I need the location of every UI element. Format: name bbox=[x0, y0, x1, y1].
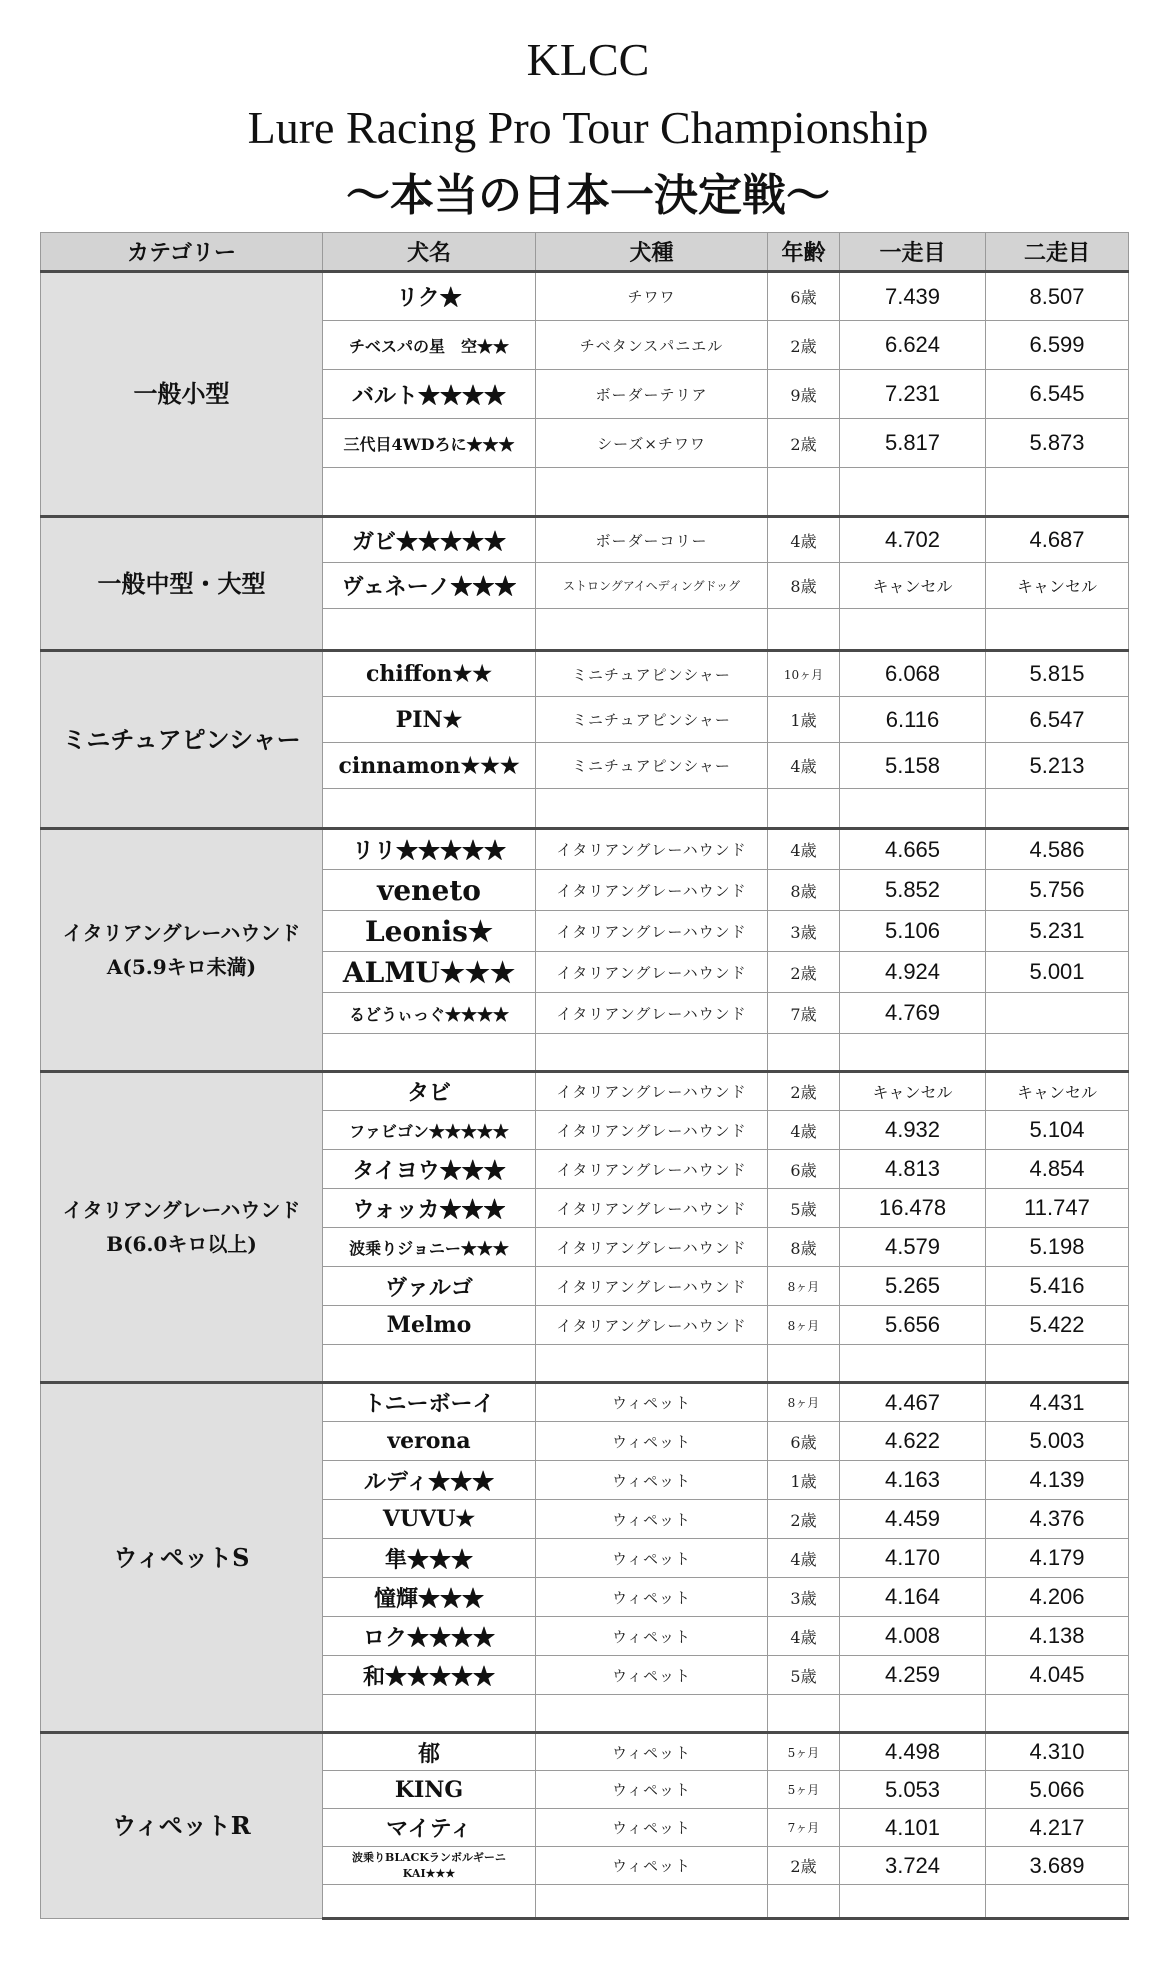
col-header-breed: 犬種 bbox=[536, 233, 768, 272]
run2-time-cell: 4.045 bbox=[986, 1656, 1129, 1695]
table-row bbox=[41, 1733, 1129, 1771]
run2-time-cell: 4.431 bbox=[986, 1383, 1129, 1422]
age-cell: 2歳 bbox=[768, 419, 840, 468]
age-cell bbox=[768, 1345, 840, 1383]
age-cell: 7歳 bbox=[768, 993, 840, 1034]
run2-time-cell: 4.206 bbox=[986, 1578, 1129, 1617]
breed-cell: ウィペット bbox=[536, 1422, 768, 1461]
age-cell: 2歳 bbox=[768, 1847, 840, 1885]
run1-time-cell: 3.724 bbox=[840, 1847, 986, 1885]
dog-name-cell bbox=[323, 609, 536, 651]
run1-time-cell: キャンセル bbox=[840, 1072, 986, 1111]
run2-time-cell: 5.815 bbox=[986, 651, 1129, 697]
run1-time-cell: 6.116 bbox=[840, 697, 986, 743]
breed-cell: ウィペット bbox=[536, 1617, 768, 1656]
breed-cell bbox=[536, 609, 768, 651]
breed-cell: ウィペット bbox=[536, 1578, 768, 1617]
age-cell: 1歳 bbox=[768, 697, 840, 743]
run1-time-cell: 7.231 bbox=[840, 370, 986, 419]
run2-time-cell: 4.139 bbox=[986, 1461, 1129, 1500]
breed-cell: ボーダーコリー bbox=[536, 517, 768, 563]
category-label: ミニチュアピンシャー bbox=[62, 724, 301, 754]
run2-time-cell: 4.217 bbox=[986, 1809, 1129, 1847]
run1-time-cell bbox=[840, 468, 986, 517]
category-cell bbox=[41, 1383, 323, 1733]
run2-time-cell: 11.747 bbox=[986, 1189, 1129, 1228]
run1-time-cell bbox=[840, 1885, 986, 1919]
dog-name-cell: 三代目4WDろに★★★ bbox=[323, 419, 536, 468]
run2-time-cell bbox=[986, 1034, 1129, 1072]
run2-time-cell: 4.310 bbox=[986, 1733, 1129, 1771]
run1-time-cell: 4.932 bbox=[840, 1111, 986, 1150]
dog-name-cell: リリ★★★★★ bbox=[323, 829, 536, 870]
run1-time-cell: 4.924 bbox=[840, 952, 986, 993]
run1-time-cell: 4.467 bbox=[840, 1383, 986, 1422]
table-row bbox=[41, 829, 1129, 870]
run2-time-cell: 5.213 bbox=[986, 743, 1129, 789]
run1-time-cell bbox=[840, 609, 986, 651]
age-cell: 4歳 bbox=[768, 1539, 840, 1578]
col-header-run1: 一走目 bbox=[840, 233, 986, 272]
table-row bbox=[41, 272, 1129, 321]
run1-time-cell: 4.769 bbox=[840, 993, 986, 1034]
run1-time-cell: 4.579 bbox=[840, 1228, 986, 1267]
run1-time-cell: 16.478 bbox=[840, 1189, 986, 1228]
title-klcc: KLCC bbox=[526, 34, 650, 85]
dog-name-cell bbox=[323, 1345, 536, 1383]
run1-time-cell bbox=[840, 1345, 986, 1383]
run1-time-cell: 4.702 bbox=[840, 517, 986, 563]
age-cell: 3歳 bbox=[768, 911, 840, 952]
run2-time-cell: 5.416 bbox=[986, 1267, 1129, 1306]
dog-name-cell: ファビゴン★★★★★ bbox=[323, 1111, 536, 1150]
run2-time-cell: 4.586 bbox=[986, 829, 1129, 870]
category-cell bbox=[41, 651, 323, 829]
run2-time-cell: 4.179 bbox=[986, 1539, 1129, 1578]
run2-time-cell: 6.545 bbox=[986, 370, 1129, 419]
dog-name-cell: るどうぃっぐ★★★★ bbox=[323, 993, 536, 1034]
dog-name-cell: タイヨウ★★★ bbox=[323, 1150, 536, 1189]
run2-time-cell bbox=[986, 468, 1129, 517]
run1-time-cell: 7.439 bbox=[840, 272, 986, 321]
breed-cell: チワワ bbox=[536, 272, 768, 321]
age-cell bbox=[768, 609, 840, 651]
category-label: 一般中型・大型 bbox=[97, 568, 266, 598]
dog-name-cell: トニーボーイ bbox=[323, 1383, 536, 1422]
run2-time-cell: 4.376 bbox=[986, 1500, 1129, 1539]
dog-name-cell: cinnamon★★★ bbox=[323, 743, 536, 789]
breed-cell: チベタンスパニエル bbox=[536, 321, 768, 370]
dog-name-cell bbox=[323, 1034, 536, 1072]
breed-cell: イタリアングレーハウンド bbox=[536, 993, 768, 1034]
dog-name-cell: Leonis★ bbox=[323, 911, 536, 952]
table-row bbox=[41, 1072, 1129, 1111]
category-cell bbox=[41, 517, 323, 651]
dog-name-cell: 和★★★★★ bbox=[323, 1656, 536, 1695]
age-cell: 4歳 bbox=[768, 829, 840, 870]
breed-cell bbox=[536, 1885, 768, 1919]
run2-time-cell: 5.756 bbox=[986, 870, 1129, 911]
run1-time-cell: キャンセル bbox=[840, 563, 986, 609]
age-cell: 10ヶ月 bbox=[768, 651, 840, 697]
age-cell bbox=[768, 468, 840, 517]
age-cell: 6歳 bbox=[768, 272, 840, 321]
dog-name-cell: Melmo bbox=[323, 1306, 536, 1345]
run1-time-cell: 5.053 bbox=[840, 1771, 986, 1809]
run2-time-cell: 5.104 bbox=[986, 1111, 1129, 1150]
breed-cell bbox=[536, 1695, 768, 1733]
age-cell: 8ヶ月 bbox=[768, 1383, 840, 1422]
category-cell bbox=[41, 1072, 323, 1383]
age-cell: 5ヶ月 bbox=[768, 1771, 840, 1809]
run1-time-cell: 6.624 bbox=[840, 321, 986, 370]
age-cell bbox=[768, 1034, 840, 1072]
category-cell bbox=[41, 1733, 323, 1919]
breed-cell: ウィペット bbox=[536, 1500, 768, 1539]
breed-cell bbox=[536, 789, 768, 829]
dog-name-cell: KING bbox=[323, 1771, 536, 1809]
run2-time-cell: 3.689 bbox=[986, 1847, 1129, 1885]
dog-name-cell: 波乗りBLACKランボルギーニ KAI★★★ bbox=[323, 1847, 536, 1885]
breed-cell: ウィペット bbox=[536, 1539, 768, 1578]
age-cell: 1歳 bbox=[768, 1461, 840, 1500]
breed-cell: イタリアングレーハウンド bbox=[536, 1228, 768, 1267]
run2-time-cell bbox=[986, 993, 1129, 1034]
breed-cell: ストロングアイヘディングドッグ bbox=[536, 563, 768, 609]
breed-cell: イタリアングレーハウンド bbox=[536, 1111, 768, 1150]
run2-time-cell: 6.599 bbox=[986, 321, 1129, 370]
run1-time-cell: 5.656 bbox=[840, 1306, 986, 1345]
col-header-run2: 二走目 bbox=[986, 233, 1129, 272]
age-cell: 5歳 bbox=[768, 1189, 840, 1228]
breed-cell: イタリアングレーハウンド bbox=[536, 1189, 768, 1228]
age-cell: 2歳 bbox=[768, 321, 840, 370]
category-label: イタリアングレーハウンド B(6.0キロ以上) bbox=[62, 1198, 301, 1256]
breed-cell: ミニチュアピンシャー bbox=[536, 651, 768, 697]
table-row bbox=[41, 1383, 1129, 1422]
dog-name-cell: ロク★★★★ bbox=[323, 1617, 536, 1656]
age-cell: 4歳 bbox=[768, 743, 840, 789]
dog-name-cell: タビ bbox=[323, 1072, 536, 1111]
breed-cell: イタリアングレーハウンド bbox=[536, 1150, 768, 1189]
dog-name-cell: veneto bbox=[323, 870, 536, 911]
category-cell bbox=[41, 829, 323, 1072]
run1-time-cell: 4.164 bbox=[840, 1578, 986, 1617]
run2-time-cell: 4.138 bbox=[986, 1617, 1129, 1656]
breed-cell: イタリアングレーハウンド bbox=[536, 870, 768, 911]
breed-cell: ミニチュアピンシャー bbox=[536, 697, 768, 743]
category-label: イタリアングレーハウンド A(5.9キロ未満) bbox=[62, 921, 301, 979]
run1-time-cell: 5.106 bbox=[840, 911, 986, 952]
dog-name-cell: ヴァルゴ bbox=[323, 1267, 536, 1306]
run1-time-cell: 4.008 bbox=[840, 1617, 986, 1656]
dog-name-cell: 郁 bbox=[323, 1733, 536, 1771]
run1-time-cell: 4.259 bbox=[840, 1656, 986, 1695]
dog-name-cell: VUVU★ bbox=[323, 1500, 536, 1539]
run2-time-cell: 4.854 bbox=[986, 1150, 1129, 1189]
run2-time-cell bbox=[986, 1885, 1129, 1919]
age-cell: 2歳 bbox=[768, 952, 840, 993]
run2-time-cell bbox=[986, 789, 1129, 829]
age-cell: 8歳 bbox=[768, 1228, 840, 1267]
col-header-age: 年齢 bbox=[768, 233, 840, 272]
dog-name-cell: PIN★ bbox=[323, 697, 536, 743]
table-row bbox=[41, 517, 1129, 563]
category-label: ウィペットR bbox=[112, 1811, 251, 1840]
breed-cell bbox=[536, 1034, 768, 1072]
dog-name-cell: チベスパの星 空★★ bbox=[323, 321, 536, 370]
col-header-dog-name: 犬名 bbox=[323, 233, 536, 272]
breed-cell: イタリアングレーハウンド bbox=[536, 1267, 768, 1306]
run2-time-cell: 5.873 bbox=[986, 419, 1129, 468]
breed-cell: ウィペット bbox=[536, 1383, 768, 1422]
run2-time-cell: 5.422 bbox=[986, 1306, 1129, 1345]
age-cell: 5ヶ月 bbox=[768, 1733, 840, 1771]
run2-time-cell: キャンセル bbox=[986, 563, 1129, 609]
age-cell: 9歳 bbox=[768, 370, 840, 419]
run2-time-cell bbox=[986, 1345, 1129, 1383]
title-championship: Lure Racing Pro Tour Championship bbox=[247, 102, 929, 153]
age-cell bbox=[768, 1885, 840, 1919]
breed-cell: イタリアングレーハウンド bbox=[536, 1306, 768, 1345]
col-header-category: カテゴリー bbox=[41, 233, 323, 272]
breed-cell: イタリアングレーハウンド bbox=[536, 911, 768, 952]
dog-name-cell: chiffon★★ bbox=[323, 651, 536, 697]
run2-time-cell: 8.507 bbox=[986, 272, 1129, 321]
table-row bbox=[41, 651, 1129, 697]
run2-time-cell bbox=[986, 609, 1129, 651]
run2-time-cell: キャンセル bbox=[986, 1072, 1129, 1111]
run1-time-cell: 5.265 bbox=[840, 1267, 986, 1306]
dog-name-cell: バルト★★★★ bbox=[323, 370, 536, 419]
run2-time-cell: 5.198 bbox=[986, 1228, 1129, 1267]
run1-time-cell: 4.622 bbox=[840, 1422, 986, 1461]
results-table bbox=[40, 232, 1129, 1920]
run1-time-cell: 5.817 bbox=[840, 419, 986, 468]
dog-name-cell: リク★ bbox=[323, 272, 536, 321]
run1-time-cell: 6.068 bbox=[840, 651, 986, 697]
age-cell: 7ヶ月 bbox=[768, 1809, 840, 1847]
breed-cell: イタリアングレーハウンド bbox=[536, 829, 768, 870]
age-cell: 2歳 bbox=[768, 1500, 840, 1539]
run2-time-cell: 5.066 bbox=[986, 1771, 1129, 1809]
dog-name-cell: マイティ bbox=[323, 1809, 536, 1847]
dog-name-cell bbox=[323, 789, 536, 829]
category-label: 一般小型 bbox=[133, 379, 230, 408]
age-cell: 4歳 bbox=[768, 517, 840, 563]
breed-cell: イタリアングレーハウンド bbox=[536, 952, 768, 993]
dog-name-cell bbox=[323, 1695, 536, 1733]
run2-time-cell: 5.001 bbox=[986, 952, 1129, 993]
run1-time-cell: 4.163 bbox=[840, 1461, 986, 1500]
age-cell: 8ヶ月 bbox=[768, 1306, 840, 1345]
table-header-row bbox=[41, 233, 1129, 272]
age-cell: 8歳 bbox=[768, 563, 840, 609]
dog-name-cell: 隼★★★ bbox=[323, 1539, 536, 1578]
run1-time-cell: 4.170 bbox=[840, 1539, 986, 1578]
age-cell: 4歳 bbox=[768, 1617, 840, 1656]
age-cell: 3歳 bbox=[768, 1578, 840, 1617]
age-cell: 4歳 bbox=[768, 1111, 840, 1150]
age-cell: 2歳 bbox=[768, 1072, 840, 1111]
breed-cell: ウィペット bbox=[536, 1847, 768, 1885]
breed-cell: シーズ×チワワ bbox=[536, 419, 768, 468]
run1-time-cell: 4.459 bbox=[840, 1500, 986, 1539]
breed-cell: ウィペット bbox=[536, 1771, 768, 1809]
breed-cell bbox=[536, 1345, 768, 1383]
dog-name-cell: ALMU★★★ bbox=[323, 952, 536, 993]
dog-name-cell bbox=[323, 1885, 536, 1919]
title-subtitle: 〜本当の日本一決定戦〜 bbox=[346, 170, 830, 221]
age-cell: 6歳 bbox=[768, 1150, 840, 1189]
run1-time-cell: 4.813 bbox=[840, 1150, 986, 1189]
run1-time-cell: 4.665 bbox=[840, 829, 986, 870]
table-body bbox=[41, 272, 1129, 1919]
dog-name-cell: ヴェネーノ★★★ bbox=[323, 563, 536, 609]
age-cell: 5歳 bbox=[768, 1656, 840, 1695]
dog-name-cell: ウォッカ★★★ bbox=[323, 1189, 536, 1228]
breed-cell: ウィペット bbox=[536, 1733, 768, 1771]
breed-cell: ミニチュアピンシャー bbox=[536, 743, 768, 789]
age-cell bbox=[768, 1695, 840, 1733]
age-cell: 6歳 bbox=[768, 1422, 840, 1461]
run2-time-cell bbox=[986, 1695, 1129, 1733]
dog-name-cell bbox=[323, 468, 536, 517]
category-label: ウィペットS bbox=[113, 1542, 250, 1572]
breed-cell: ウィペット bbox=[536, 1656, 768, 1695]
run1-time-cell: 4.101 bbox=[840, 1809, 986, 1847]
dog-name-cell: 波乗りジョニー★★★ bbox=[323, 1228, 536, 1267]
run1-time-cell bbox=[840, 1034, 986, 1072]
breed-cell bbox=[536, 468, 768, 517]
run1-time-cell bbox=[840, 789, 986, 829]
dog-name-cell: verona bbox=[323, 1422, 536, 1461]
dog-name-cell: ルディ★★★ bbox=[323, 1461, 536, 1500]
category-cell bbox=[41, 272, 323, 517]
run1-time-cell bbox=[840, 1695, 986, 1733]
run2-time-cell: 4.687 bbox=[986, 517, 1129, 563]
breed-cell: ウィペット bbox=[536, 1809, 768, 1847]
breed-cell: ボーダーテリア bbox=[536, 370, 768, 419]
age-cell bbox=[768, 789, 840, 829]
dog-name-cell: ガビ★★★★★ bbox=[323, 517, 536, 563]
age-cell: 8ヶ月 bbox=[768, 1267, 840, 1306]
age-cell: 8歳 bbox=[768, 870, 840, 911]
dog-name-cell: 憧輝★★★ bbox=[323, 1578, 536, 1617]
run2-time-cell: 6.547 bbox=[986, 697, 1129, 743]
run1-time-cell: 5.158 bbox=[840, 743, 986, 789]
run2-time-cell: 5.231 bbox=[986, 911, 1129, 952]
breed-cell: イタリアングレーハウンド bbox=[536, 1072, 768, 1111]
run2-time-cell: 5.003 bbox=[986, 1422, 1129, 1461]
run1-time-cell: 5.852 bbox=[840, 870, 986, 911]
run1-time-cell: 4.498 bbox=[840, 1733, 986, 1771]
breed-cell: ウィペット bbox=[536, 1461, 768, 1500]
